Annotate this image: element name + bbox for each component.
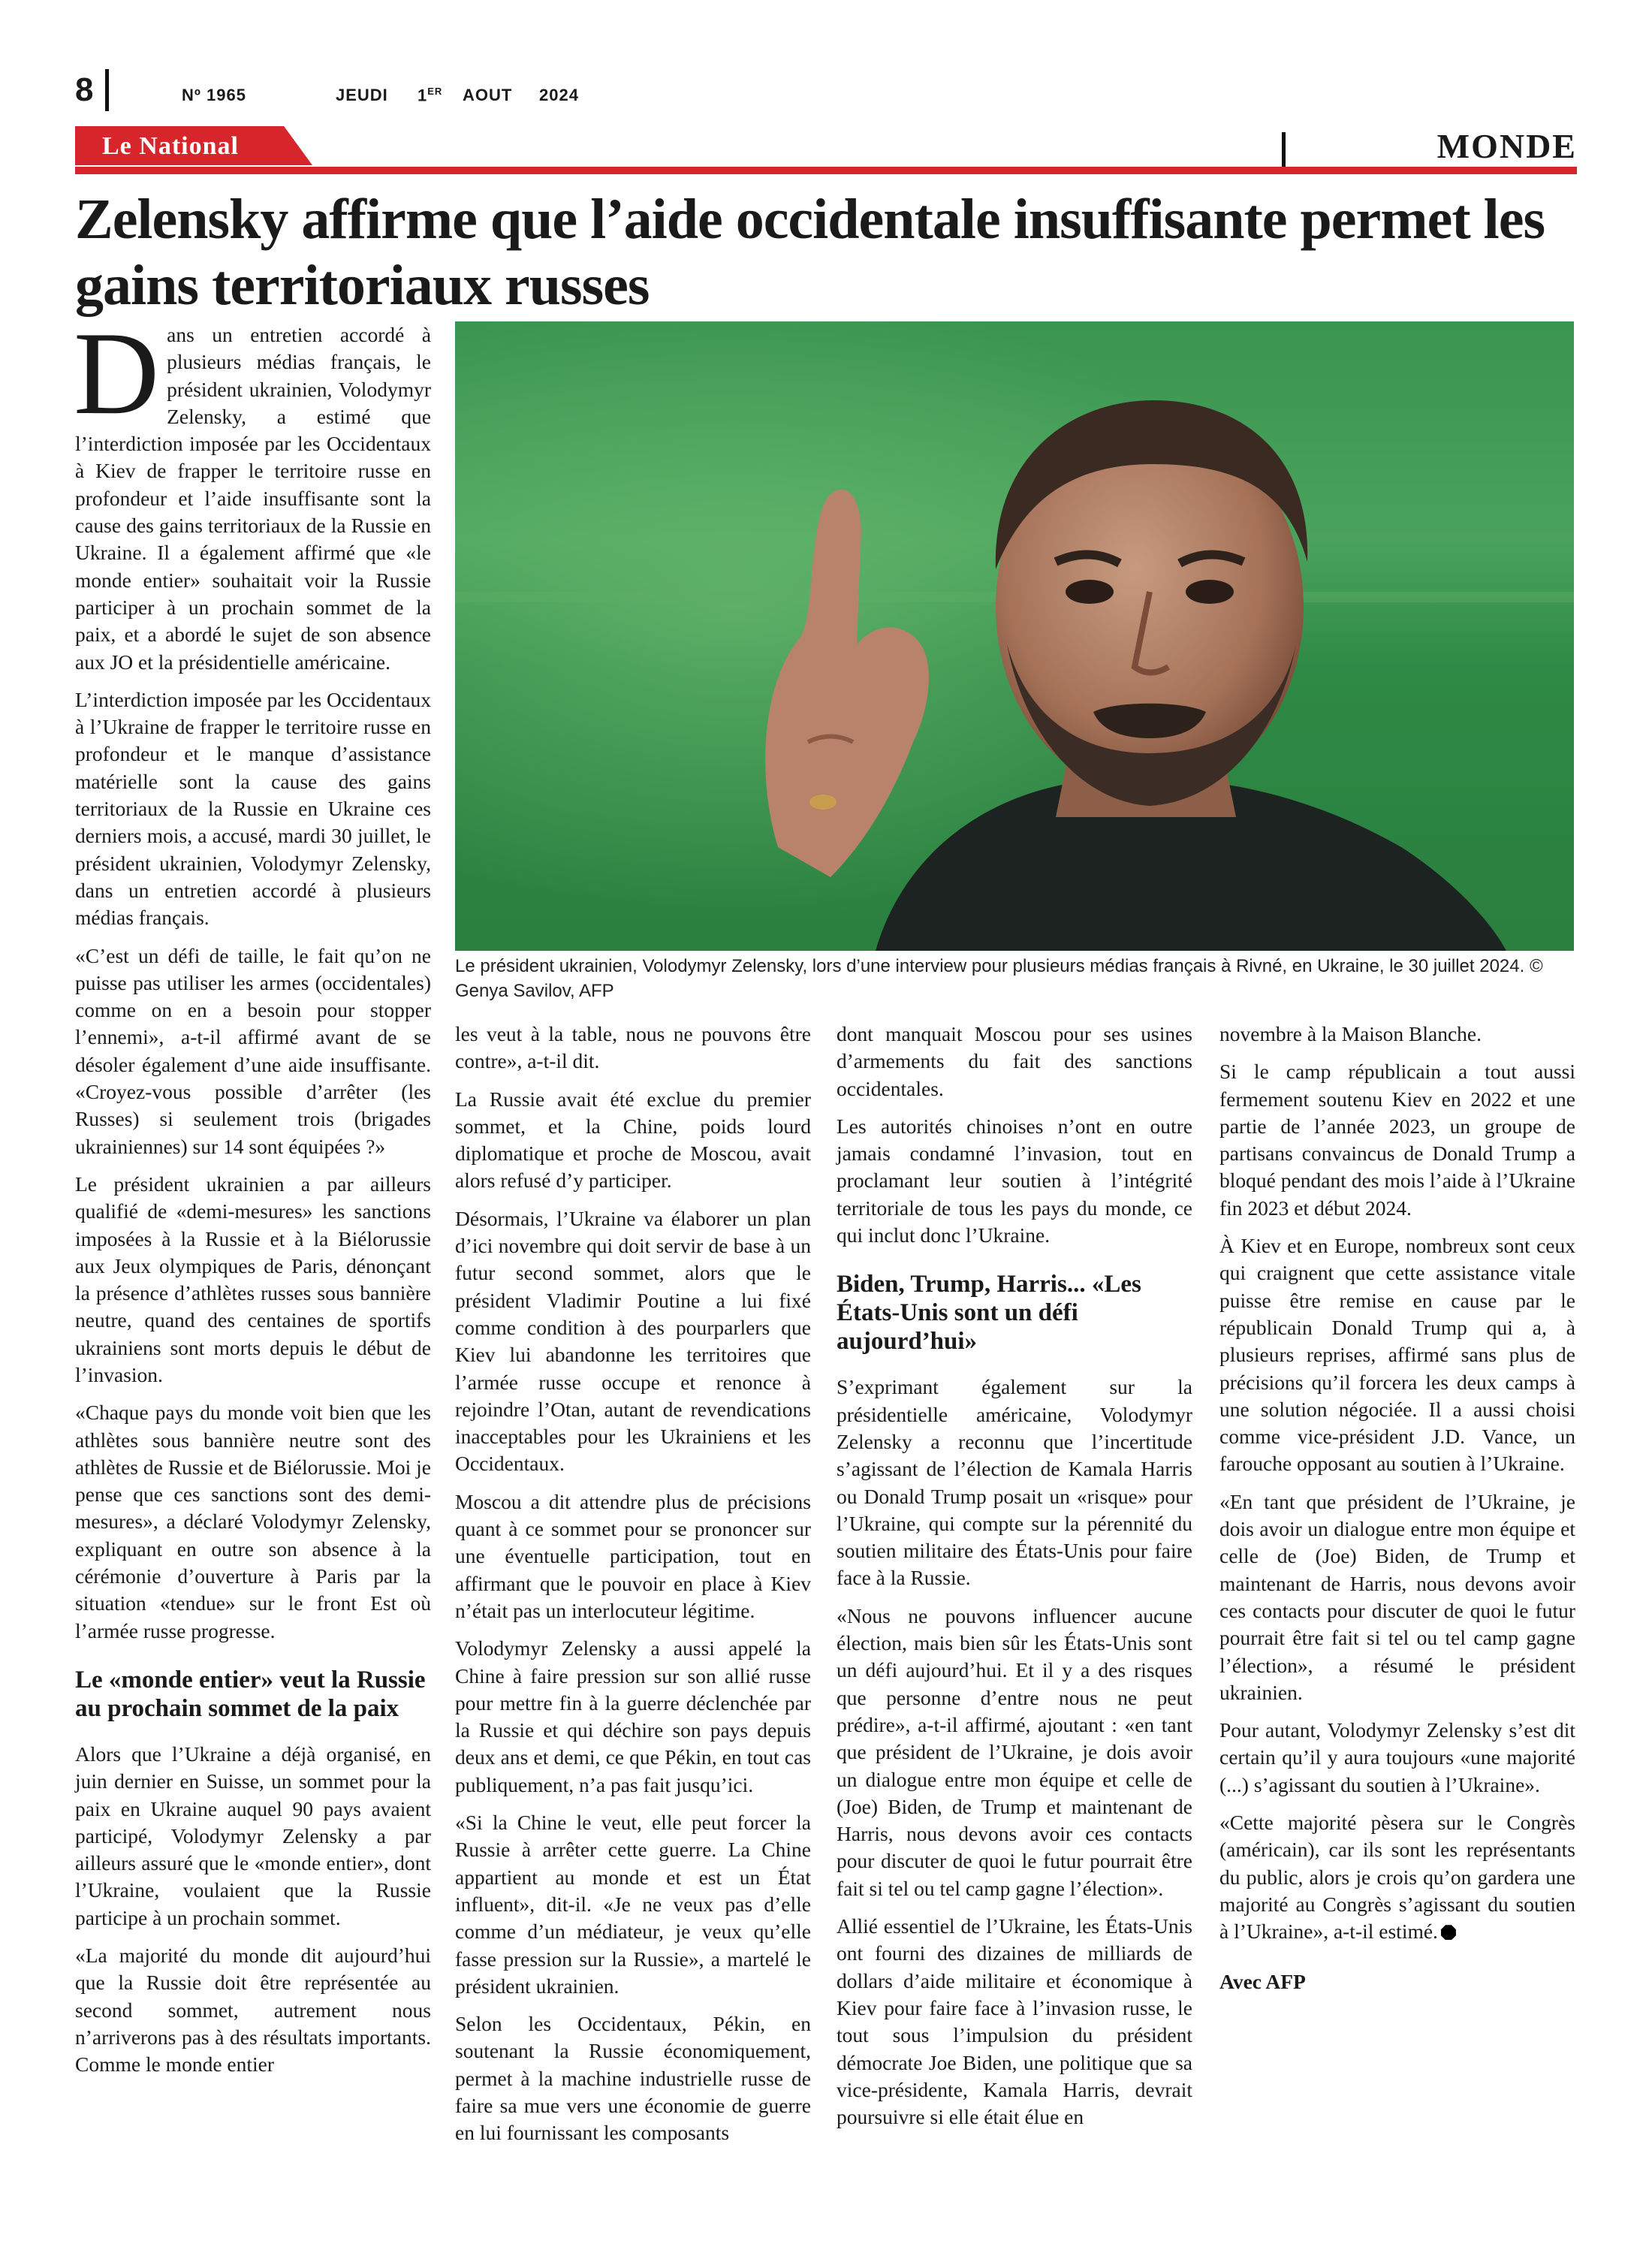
issue-year: 2024 [539, 86, 579, 104]
paragraph: «C’est un défi de taille, le fait qu’on ne puisse pas utiliser les armes (occidentales) comme on en a besoin pour stopper l’ennemi», a-t-il affirmé avant de se désoler également d’une aide insuffisante. «Croyez-vous possible d’arrêter (les Russes) si seulement trois (brigades ukrainiennes) sur 14 sont équipées ?» [75, 943, 431, 1158]
article-column-2 [455, 1021, 811, 2158]
paragraph: dont manquait Moscou pour ses usines d’armements du fait des sanctions occidentales. [837, 1022, 1192, 1100]
paragraph: «Nous ne pouvons influencer aucune élection, mais bien sûr les États-Unis sont un défi aujourd’hui. Et il y a des risques que personne d’entre nous ne peut prédire», a-t-il affirmé, ajoutant : «en tant que président de l’Ukraine, je dois avoir un dialogue entre mon équipe et celle de (Joe) Biden, de Trump et maintenant de Harris, nous devons avoir ces contacts pour discuter de quoi le futur pourrait être fait si tel ou tel camp gagne l’élection». [837, 1603, 1192, 1900]
paragraph: Les autorités chinoises n’ont en outre jamais condamné l’invasion, tout en proclamant leur soutien à l’intégrité territoriale de tous les pays du monde, ce qui inclut donc l’Ukraine. [837, 1114, 1192, 1247]
article-column-3 [837, 1021, 1192, 2141]
article-photo [455, 321, 1574, 951]
paragraph: S’exprimant également sur la présidentielle américaine, Volodymyr Zelensky a reconnu que l’incertitude s’agissant de l’élection de Kamala Harris ou Donald Trump posait un «risque» pour l’Ukraine, qui compte sur la pérennité du soutien militaire des États-Unis pour faire face à la Russie. [837, 1375, 1192, 1590]
section-label: MONDE [1436, 127, 1577, 165]
article-headline: Zelensky affirme que l’aide occidentale insuffisante permet les gains territoriaux russes [75, 188, 1545, 317]
closing-quote: «Cette majorité pèsera sur le Congrès (américain), car ils sont les représentants du public, alors je crois qu’on gardera une majorité au Congrès s’agissant du soutien à l’Ukraine», a-t-il estimé. [1219, 1811, 1575, 1944]
drop-cap: D [74, 308, 160, 439]
article-column-1 [74, 308, 431, 2089]
issue-number: Nº 1965 [182, 86, 246, 104]
header-rule [75, 167, 1577, 174]
paragraph: La Russie avait été exclue du premier sommet, et la Chine, poids lourd diplomatique et proche de Moscou, avait alors refusé d’y participer. [455, 1087, 811, 1193]
paragraph: Pour autant, Volodymyr Zelensky s’est dit certain qu’il y aura toujours «une majorité (...) s’agissant du soutien à l’Ukraine». [1219, 1718, 1575, 1796]
paragraph: L’interdiction imposée par les Occidentaux à l’Ukraine de frapper le territoire russe en profondeur et le manque d’assistance matérielle sont la cause des gains territoriaux de la Russie en Ukraine ces derniers mois, a accusé, mardi 30 juillet, le président ukrainien, Volodymyr Zelensky, dans un entretien accordé à plusieurs médias français. [75, 687, 431, 930]
page-number: 8 [75, 71, 94, 108]
paragraph: «La majorité du monde dit aujourd’hui que la Russie doit être représentée au second sommet, autrement nous n’arriverons pas à des résultats importants. Comme le monde entier [75, 1944, 431, 2077]
lead-text: ans un entretien accordé à plusieurs médias français, le président ukrainien, Volodymyr Zelensky, a estimé que l’interdiction imposée par les Occidentaux à Kiev de frapper le territoire russe en profondeur et l’aide insuffisante sont la cause des gains territoriaux de la Russie en Ukraine. Il a également affirmé que «le monde entier» souhaitait voir la Russie participer à un prochain sommet de la paix, et a abordé le sujet de son absence aux JO et la présidentielle américaine. [75, 323, 431, 674]
subheading: Le «monde entier» veut la Russie au prochain sommet de la paix [75, 1666, 426, 1722]
paragraph [74, 308, 431, 676]
issue-day: JEUDI [336, 86, 388, 104]
paragraph: Si le camp républicain a tout aussi fermement soutenu Kiev en 2022 et une partie de l’année 2023, un groupe de partisans convaincus de Donald Trump a bloqué pendant des mois l’aide à l’Ukraine fin 2023 et début 2024. [1219, 1060, 1575, 1220]
end-of-article-icon [1441, 1925, 1456, 1940]
publication-tag: Le National [102, 132, 239, 160]
paragraph [1219, 1809, 1575, 1945]
article-column-4 [1219, 1021, 1575, 2006]
photo-caption: Le président ukrainien, Volodymyr Zelensky, lors d’une interview pour plusieurs médias français à Rivné, en Ukraine, le 30 juillet 2024. © Genya Savilov, AFP [455, 956, 1543, 1001]
subheading: Biden, Trump, Harris... «Les États-Unis sont un défi aujourd’hui» [837, 1271, 1141, 1356]
section-divider [1282, 132, 1286, 167]
paragraph: «Chaque pays du monde voit bien que les athlètes sous bannière neutre sont des athlètes de Russie et de Biélorussie. Moi je pense que ces sanctions sont des demi-mesures», a déclaré Volodymyr Zelensky, expliquant en outre son absence à la cérémonie d’ouverture à Paris par la situation «tendue» sur le front Est où l’armée russe progresse. [75, 1401, 431, 1642]
paragraph: Allié essentiel de l’Ukraine, les États-Unis ont fourni des dizaines de milliards de dollars d’aide militaire et économique à Kiev pour faire face à l’invasion russe, le tout sous l’impulsion du président démocrate Joe Biden, une politique que sa vice-présidente, Kamala Harris, devrait poursuivre si elle était élue en [837, 1914, 1192, 2129]
paragraph: Le président ukrainien a par ailleurs qualifié de «demi-mesures» les sanctions imposées à la Russie et à la Biélorussie aux Jeux olympiques de Paris, dénonçant la présence d’athlètes russes sous bannière neutre, quand des centaines de sportifs ukrainiens sont morts depuis le début de l’invasion. [75, 1172, 431, 1386]
paragraph: Désormais, l’Ukraine va élaborer un plan d’ici novembre qui doit servir de base à un futur second sommet, alors que le président Vladimir Poutine a lui fixé comme condition à des pourparlers que Kiev lui abandonne les territoires que l’armée russe occupe et renonce à rejoindre l’Otan, autant de revendications inacceptables pour les Ukrainiens et les Occidentaux. [455, 1206, 811, 1476]
paragraph: Moscou a dit attendre plus de précisions quant à ce sommet pour se prononcer sur une éventuelle participation, tout en affirmant que le pouvoir en place à Kiev n’était pas un interlocuteur légitime. [455, 1489, 811, 1622]
article-signature: Avec AFP [1219, 1969, 1306, 1993]
page-number-divider [105, 69, 109, 111]
paragraph: Selon les Occidentaux, Pékin, en soutenant la Russie économiquement, permet à la machine industrielle russe de faire sa mue vers une économie de guerre en lui fournissant les composants [455, 2012, 811, 2145]
paragraph: «Si la Chine le veut, elle peut forcer la Russie à arrêter cette guerre. La Chine appartient au monde et est un État influent», dit-il. «Je ne veux pas d’elle comme d’un médiateur, je veux qu’elle fasse pression sur la Russie», a martelé le président ukrainien. [455, 1811, 811, 1998]
issue-month: AOUT [463, 86, 513, 104]
paragraph: Volodymyr Zelensky a aussi appelé la Chine à faire pression sur son allié russe pour mettre fin à la guerre déclenchée par la Russie et qui déchire son pays depuis deux ans et demi, ce que Pékin, en tout cas publiquement, n’a pas fait jusqu’ici. [455, 1636, 811, 1796]
paragraph: les veut à la table, nous ne pouvons être contre», a-t-il dit. [455, 1022, 811, 1073]
paragraph: novembre à la Maison Blanche. [1219, 1022, 1482, 1045]
zelensky-portrait-illustration [455, 321, 1574, 951]
paragraph: «En tant que président de l’Ukraine, je dois avoir un dialogue entre mon équipe et celle de (Joe) Biden, de Trump et maintenant de Harris, nous devons avoir ces contacts pour discuter de quoi le futur pourrait être fait si tel ou tel camp gagne l’élection», a résumé le président ukrainien. [1219, 1489, 1575, 1704]
paragraph: Alors que l’Ukraine a déjà organisé, en juin dernier en Suisse, un sommet pour la paix en Ukraine auquel 90 pays avaient participé, Volodymyr Zelensky a par ailleurs assuré que le «monde entier», dont l’Ukraine, voulaient que la Russie participe à un prochain sommet. [75, 1742, 431, 1929]
issue-date-day: 1ER [418, 86, 443, 105]
paragraph: À Kiev et en Europe, nombreux sont ceux qui craignent que cette assistance vitale puisse être remise en cause par le républicain Donald Trump qui a, à plusieurs reprises, affirmé sans plus de précisions qu’il forcera les deux camps à une solution négociée. Il a aussi choisi comme vice-président J.D. Vance, un farouche opposant au soutien à l’Ukraine. [1219, 1234, 1575, 1476]
